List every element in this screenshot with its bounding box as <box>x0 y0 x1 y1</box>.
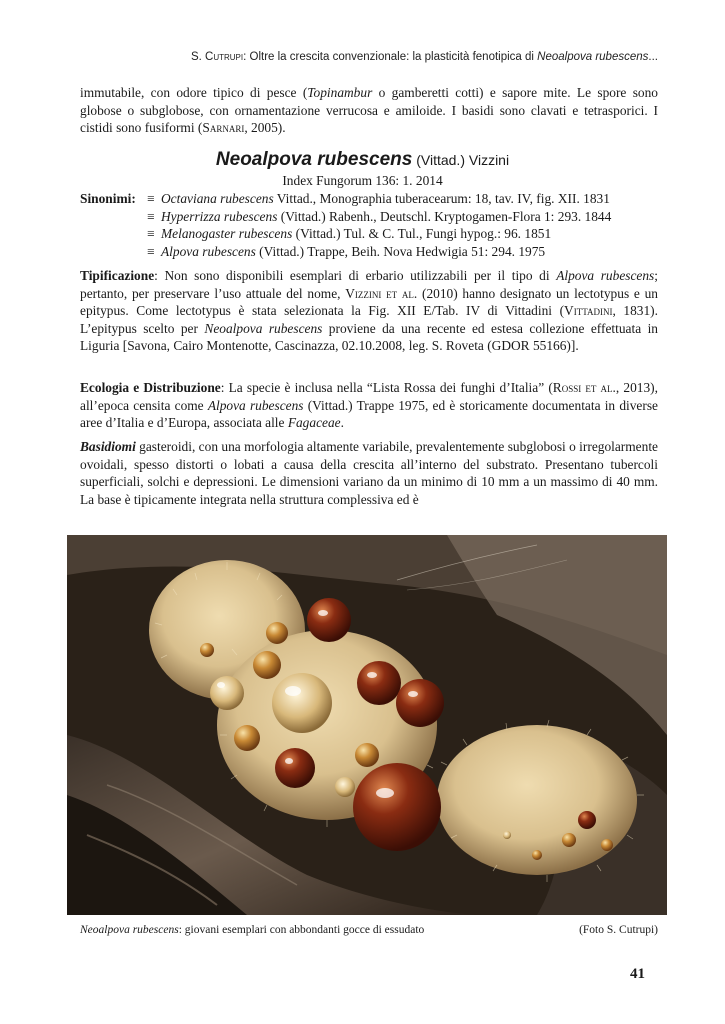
equivalence-sign: ≡ <box>147 226 155 242</box>
intro-citation: Sarnari <box>202 120 245 136</box>
fungus-photo <box>67 535 667 915</box>
synonym-item <box>147 225 658 243</box>
eco-text-2: , 2013), all’epoca censita come <box>80 380 658 413</box>
synonym-reference: (Vittad.) Tul. & C. Tul., Fungi hypog.: 96. 1851 <box>292 226 552 242</box>
photo-caption <box>80 922 658 938</box>
intro-text-2: o gamberetti cotti) e sapore mite. Le spore sono globose o subglobose, con ornamentazione verrucosa e amiloide. I basidi sono clavati e tetrasporici. I cistidi sono fusiformi ( <box>80 85 658 136</box>
synonym-reference: Vittad., Monographia tuberacearum: 18, tav. IV, fig. XII. 1831 <box>273 191 610 206</box>
equivalence-sign: ≡ <box>147 243 155 259</box>
tip-text-5: proviene da una recente ed estesa collezione effettuata in Liguria [Savona, Cairo Montenotte, Cascinazza, 02.10.2008, leg. S. Roveta (GDOR 55166)]. <box>80 320 659 354</box>
species-author: (Vittad.) Vizzini <box>412 152 510 168</box>
eco-text-1: : La specie è inclusa nella “Lista Rossa dei funghi d’Italia” ( <box>220 380 553 395</box>
synonym-reference: (Vittad.) Rabenh., Deutschl. Kryptogamen-Flora 1: 293. 1844 <box>277 208 612 224</box>
tip-text-2: ; pertanto, per preservare l’uso attuale del nome, <box>80 268 659 301</box>
tip-italic-2: Neoalpova rubescens <box>204 320 323 336</box>
running-header <box>80 49 658 65</box>
species-name: Neoalpova rubescens <box>215 149 413 170</box>
header-title: : Oltre la crescita convenzionale: la plasticità fenotipica di <box>243 51 538 63</box>
tip-text-4: , 1831). L’epitypus scelto per <box>80 303 658 336</box>
fungus-illustration <box>67 535 667 915</box>
synonyms-block <box>80 190 658 260</box>
ecologia-label: Ecologia e Distribuzione <box>80 380 221 395</box>
synonym-name: Alpova rubescens <box>161 243 256 259</box>
synonym-reference: (Vittad.) Trappe, Beih. Nova Hedwigia 51: 294. 1975 <box>255 243 546 259</box>
tipificazione-paragraph <box>80 267 658 355</box>
intro-text-1: immutabile, con odore tipico di pesce ( <box>80 85 308 100</box>
caption-text: : giovani esemplari con abbondanti gocce di essudato <box>178 924 425 936</box>
header-species: Neoalpova rubescens <box>537 51 649 63</box>
eco-italic-2: Fagaceae <box>287 415 341 431</box>
ecologia-paragraph <box>80 379 658 432</box>
eco-text-4: . <box>340 415 344 431</box>
equivalence-sign: ≡ <box>147 191 155 206</box>
synonyms-list <box>147 190 658 260</box>
tip-text-1: : Non sono disponibili esemplari di erbario utilizzabili per il tipo di <box>154 268 557 283</box>
basidiomi-label: Basidiomi <box>80 439 136 454</box>
photo-credit: (Foto S. Cutrupi) <box>579 924 658 936</box>
header-author: S. Cutrupi <box>190 51 244 63</box>
synonym-item <box>147 208 658 226</box>
header-ellipsis: ... <box>648 51 658 63</box>
tip-citation-2: Vittadini <box>564 303 613 319</box>
basidiomi-paragraph <box>80 438 658 508</box>
synonym-item <box>147 190 658 208</box>
caption-species: Neoalpova rubescens <box>80 924 179 936</box>
eco-citation: Rossi et al. <box>552 380 616 395</box>
basidiomi-text: gasteroidi, con una morfologia altamente variabile, prevalentemente subglobosi o irregolarmente ovoidali, spesso distorti o lobati a causa della crescita all’interno del substrato. Presentano tubercoli superficiali, solchi e depressioni. Le dimensioni variano da un minimo di 10 mm a un massimo di 40 mm. La base è tipicamente integrata nella struttura complessiva ed è <box>80 439 658 507</box>
intro-text-3: , 2005). <box>244 120 286 136</box>
tip-text-3: (2010) hanno designato un lectotypus e un epitypus. Come lectotypus è stata selezionata la Fig. XII E/Tab. IV di Vittadini ( <box>80 285 658 319</box>
synonym-name: Hyperrizza rubescens <box>161 208 278 224</box>
eco-italic-1: Alpova rubescens <box>207 397 304 413</box>
tipificazione-label: Tipificazione <box>80 268 155 283</box>
eco-text-3: (Vittad.) Trappe 1975, ed è storicamente documentata in diverse aree d’Italia e d’Europa, associata alle <box>80 397 658 431</box>
page-number: 41 <box>630 966 645 982</box>
intro-italic: Topinambur <box>307 85 373 100</box>
tip-citation-1: Vizzini et al. <box>345 285 418 301</box>
synonyms-label: Sinonimi: <box>80 191 136 206</box>
synonym-name: Octaviana rubescens <box>161 191 274 206</box>
species-title <box>0 149 725 171</box>
synonym-item <box>147 243 658 261</box>
index-fungorum: Index Fungorum 136: 1. 2014 <box>282 173 443 188</box>
intro-paragraph <box>80 84 658 137</box>
synonym-name: Melanogaster rubescens <box>161 226 293 242</box>
tip-italic-1: Alpova rubescens <box>556 268 655 283</box>
equivalence-sign: ≡ <box>147 208 155 224</box>
